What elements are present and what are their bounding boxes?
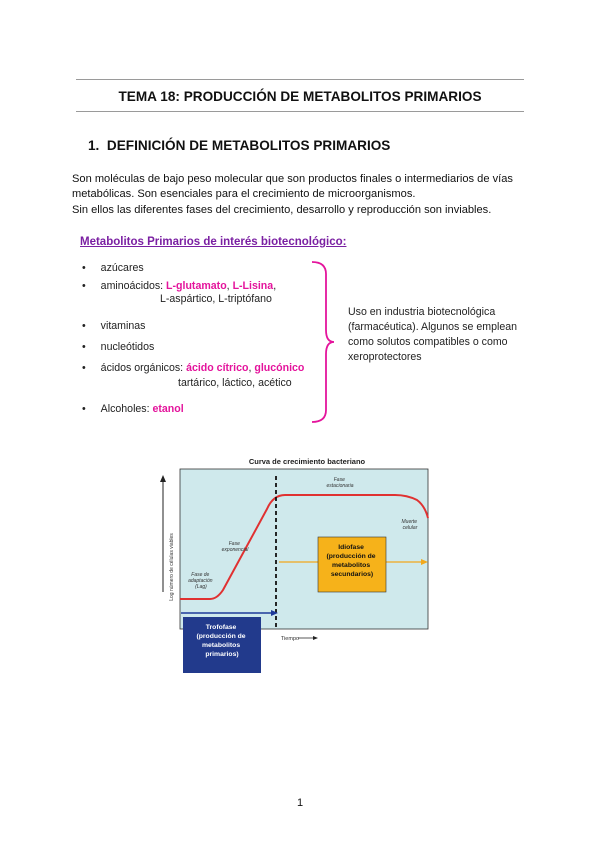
acidos-line-2: tartárico, láctico, acético bbox=[178, 377, 292, 389]
alcoholes-label: Alcoholes: bbox=[100, 403, 153, 415]
page-title: TEMA 18: PRODUCCIÓN DE METABOLITOS PRIMARIOS bbox=[118, 89, 482, 104]
uso-industria-note bbox=[348, 305, 538, 365]
l-lisina: L-Lisina bbox=[232, 280, 274, 292]
bullet-nucleotidos bbox=[82, 341, 154, 353]
etanol: etanol bbox=[152, 403, 184, 415]
phase-exp-label: Fase exponencial bbox=[221, 541, 249, 553]
bullet-dot: • bbox=[82, 280, 86, 292]
bullet-acidos bbox=[82, 362, 304, 374]
bullet-dot: • bbox=[82, 262, 86, 274]
plot-area bbox=[180, 469, 428, 629]
bullet-dot: • bbox=[82, 362, 86, 374]
curly-brace bbox=[306, 258, 336, 428]
note-line: xeroprotectores bbox=[348, 351, 422, 363]
aminoacidos-line-2: L-aspártico, L-triptófano bbox=[160, 293, 272, 305]
metabolitos-heading: Metabolitos Primarios de interés biotecnológico: bbox=[80, 236, 347, 248]
definition-line-1: Son moléculas de bajo peso molecular que son productos finales o intermediarios de vías bbox=[72, 173, 513, 185]
phase-lag-label: Fase de adaptación (Lag) bbox=[188, 572, 213, 590]
note-line: como solutos compatibles o como bbox=[348, 336, 508, 348]
section-number: 1. bbox=[88, 138, 100, 153]
bullet-vitaminas bbox=[82, 320, 145, 332]
figure-title: Curva de crecimiento bacteriano bbox=[248, 457, 366, 466]
bullet-dot: • bbox=[82, 320, 86, 332]
aminoacidos-label: aminoácidos: bbox=[100, 280, 167, 292]
bullet-dot: • bbox=[82, 403, 86, 415]
idiofase-label: Idiofase (producción de metabolitos secundarios) bbox=[326, 544, 376, 578]
nucleotidos-text: nucleótidos bbox=[100, 341, 155, 353]
section-title: DEFINICIÓN DE METABOLITOS PRIMARIOS bbox=[106, 138, 391, 153]
section-heading bbox=[88, 138, 390, 153]
bullet-alcoholes bbox=[82, 403, 184, 415]
comma: , bbox=[273, 280, 277, 292]
definition-line-3: Sin ellos las diferentes fases del crecimiento, desarrollo y reproducción son inviables. bbox=[72, 204, 492, 216]
bullet-aminoacidos bbox=[82, 280, 276, 292]
azucares-text: azúcares bbox=[100, 262, 144, 274]
phase-death-label: Muerte celular bbox=[401, 519, 418, 531]
acido-citrico: ácido cítrico bbox=[186, 362, 249, 374]
l-glutamato: L-glutamato bbox=[166, 280, 227, 292]
x-axis-label: Tiempo bbox=[280, 636, 300, 642]
page-number: 1 bbox=[296, 797, 304, 809]
title-underline-rule bbox=[76, 111, 524, 112]
vitaminas-text: vitaminas bbox=[100, 320, 146, 332]
y-axis-arrowhead bbox=[160, 475, 166, 482]
gluconico: glucónico bbox=[254, 362, 305, 374]
acidos-label: ácidos orgánicos: bbox=[100, 362, 187, 374]
growth-curve-figure bbox=[155, 452, 435, 677]
top-rule bbox=[76, 79, 524, 80]
note-line: (farmacéutica). Algunos se emplean bbox=[348, 321, 517, 333]
phase-stat-label: Fase estacionaria bbox=[326, 477, 354, 489]
y-axis-label: Log número de células viables bbox=[169, 533, 175, 601]
note-line: Uso en industria biotecnológica bbox=[348, 306, 496, 318]
bullet-azucares bbox=[82, 262, 144, 274]
trofofase-label: Trofofase (producción de metabolitos primarios) bbox=[196, 624, 246, 658]
x-axis-arrowhead bbox=[313, 636, 318, 640]
bullet-dot: • bbox=[82, 341, 86, 353]
definition-line-2: metabólicas. Son esenciales para el crecimiento de microorganismos. bbox=[72, 188, 416, 200]
comma: , bbox=[226, 280, 233, 292]
comma: , bbox=[248, 362, 255, 374]
